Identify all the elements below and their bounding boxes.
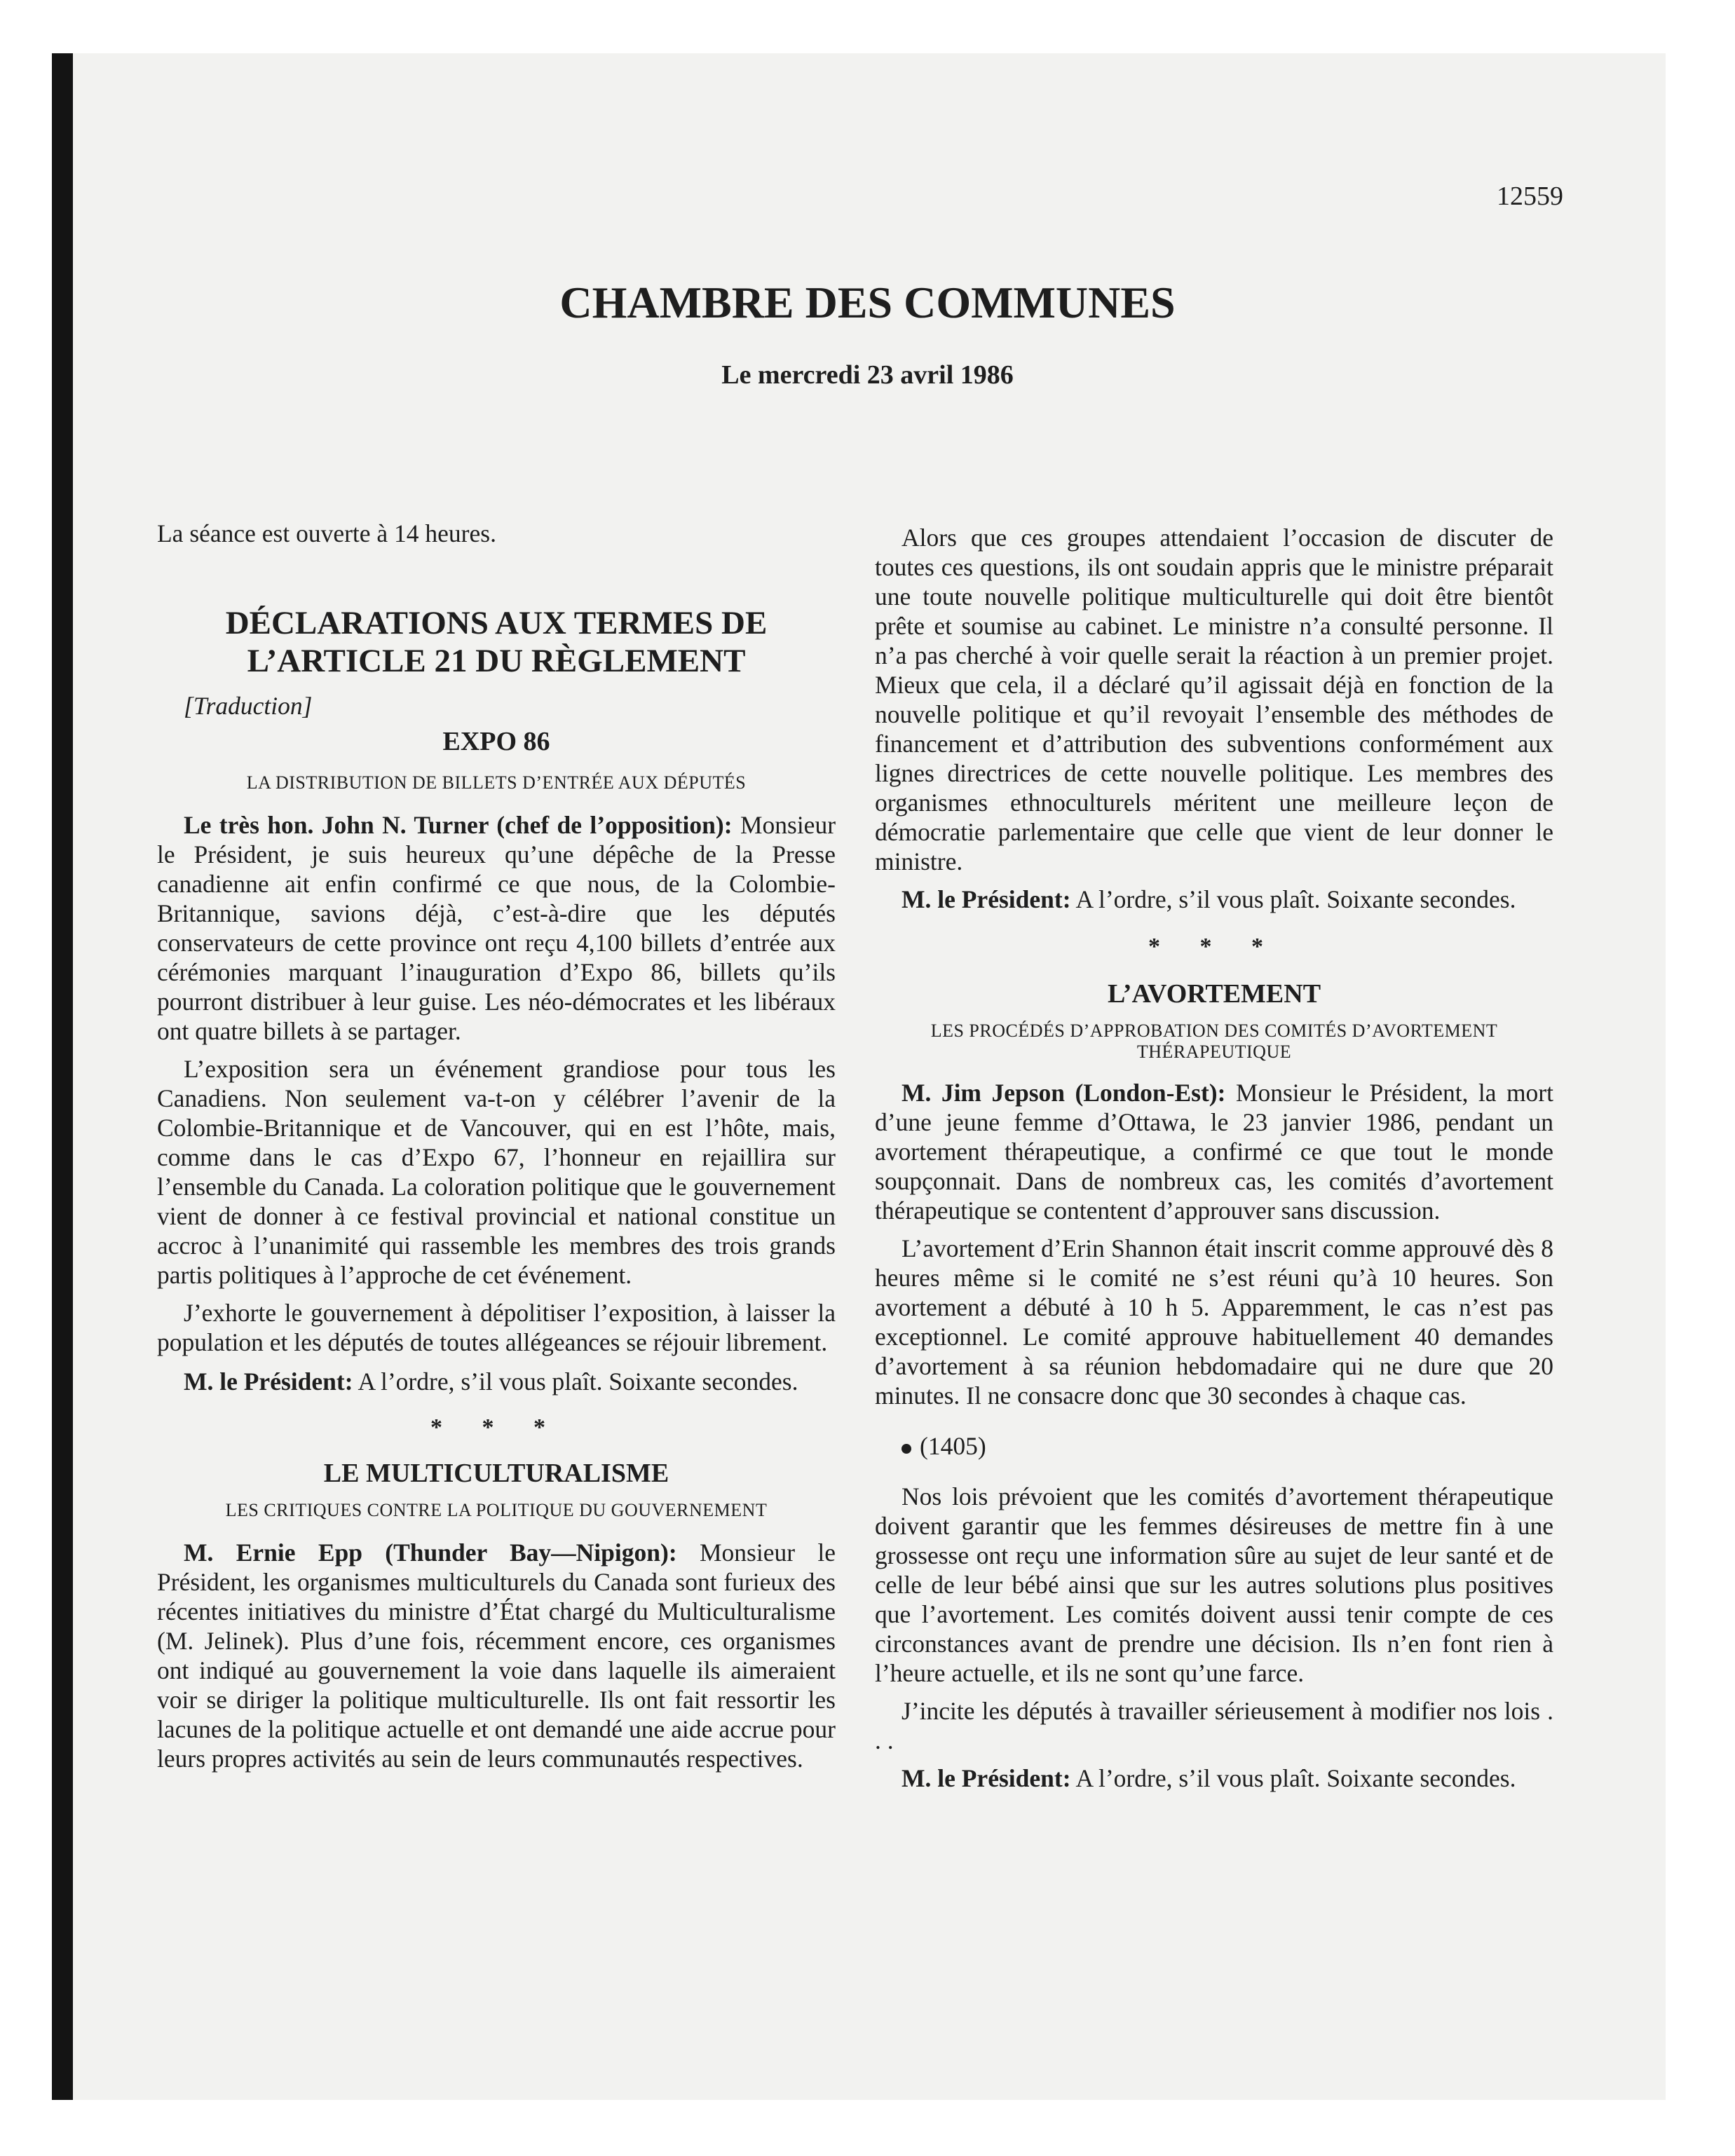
- page-number: 12559: [1497, 182, 1563, 211]
- expo-heading: EXPO 86: [442, 727, 550, 756]
- paragraph: L’avortement d’Erin Shannon était inscrit comme approuvé dès 8 heures même si le comité ne s’est réuni qu’à 10 heures. Son avortement a débuté à 10 h 5. Apparemment, le cas n’est pas exceptionnel. Le comité approuve habituellement 40 demandes d’avortement à sa réunion hebdomadaire qui ne dure que 20 minutes. Il ne consacre donc que 30 secondes à chaque cas.: [875, 1234, 1553, 1410]
- paragraph: J’incite les députés à travailler sérieusement à modifier nos lois . . .: [875, 1697, 1553, 1754]
- president-remark: M. le Président: A l’ordre, s’il vous plaît. Soixante secondes.: [901, 1764, 1516, 1792]
- multi-heading: LE MULTICULTURALISME: [323, 1459, 669, 1488]
- speaker-name: M. Jim Jepson (London-Est):: [901, 1079, 1226, 1107]
- timestamp: (1405): [875, 1431, 1553, 1461]
- turner-statement: Le très hon. John N. Turner (chef de l’opposition): Monsieur le Président, je suis heureux qu’une dépêche de la Presse canadienne ait enfin confirmé ce que nous, de la Colombie-Britannique, savions déjà, c’est-à-dire que les députés conservateurs de cette province ont reçu 4,100 billets d’entrée aux cérémonies marquant l’inauguration d’Expo 86, billets qu’ils pourront distribuer à leur guise. Les néo-démocrates et les libéraux ont quatre billets à se partager.: [157, 811, 836, 1045]
- epp-statement: M. Ernie Epp (Thunder Bay—Nipigon): Monsieur le Président, les organismes multiculturels du Canada sont furieux des récentes initiatives du ministre d’État chargé du Multiculturalisme (M. Jelinek). Plus d’une fois, récemment encore, ces organismes ont indiqué au gouvernement la voie dans laquelle ils aimeraient voir se diriger la politique multiculturelle. Ils ont fait ressortir les lacunes de la politique actuelle et ont demandé une aide accrue pour leurs propres activités au sein de leurs communautés respectives.: [157, 1538, 836, 1773]
- section-heading: DÉCLARATIONS AUX TERMES DE L’ARTICLE 21 DU RÈGLEMENT: [225, 605, 768, 679]
- bullet-dot-icon: [901, 1444, 911, 1454]
- president-remark: M. le Président: A l’ordre, s’il vous plaît. Soixante secondes.: [184, 1367, 798, 1396]
- speaker-name: M. Ernie Epp (Thunder Bay—Nipigon):: [184, 1538, 677, 1567]
- paragraph: Alors que ces groupes attendaient l’occasion de discuter de toutes ces questions, ils ont soudain appris que le ministre préparait une toute nouvelle politique multiculturelle qui doit être bientôt prête et soumise au cabinet. Le ministre n’a consulté personne. Il n’a pas cherché à voir quelle serait la réaction à un premier projet. Mieux que cela, il a déclaré qu’il agissait déjà en fonction de la nouvelle politique et qu’il revoyait l’ensemble des méthodes de financement et d’attribution des subventions conformément aux lignes directrices de cette nouvelle politique. Les membres des organismes ethnoculturels méritent une meilleure leçon de démocratie parlementaire que celle que vient de leur donner le ministre.: [875, 524, 1553, 875]
- right-column: [875, 523, 1553, 1793]
- speaker-name: Le très hon. John N. Turner (chef de l’opposition):: [184, 811, 733, 839]
- paragraph: L’exposition sera un événement grandiose pour tous les Canadiens. Non seulement va-t-on y célébrer l’avenir de la Colombie-Britannique et de Vancouver, qui en est l’hôte, mais, comme dans le cas d’Expo 67, l’honneur en rejaillira sur l’ensemble du Canada. La coloration politique que le gouvernement vient de donner à ce festival provincial et national constitue un accroc à l’unanimité qui rassemble les membres des trois grands partis politiques à l’approche de cet événement.: [157, 1055, 836, 1289]
- president-remark: M. le Président: A l’ordre, s’il vous plaît. Soixante secondes.: [901, 885, 1516, 913]
- sitting-date: Le mercredi 23 avril 1986: [721, 360, 1014, 390]
- section-separator: * * *: [430, 1414, 562, 1440]
- left-column: [157, 519, 836, 1773]
- jepson-statement: M. Jim Jepson (London-Est): Monsieur le Président, la mort d’une jeune femme d’Ottawa, le 23 janvier 1986, pendant un avortement thérapeutique, a confirmé ce que tout le monde soupçonnait. Dans de nombreux cas, les comités d’avortement thérapeutique se contentent d’approuver sans discussion.: [875, 1079, 1553, 1224]
- multi-subheading: LES CRITIQUES CONTRE LA POLITIQUE DU GOUVERNEMENT: [225, 1500, 768, 1520]
- abortion-heading: L’AVORTEMENT: [1107, 979, 1321, 1009]
- translation-note: [Traduction]: [184, 692, 313, 720]
- section-separator: * * *: [1148, 934, 1280, 960]
- page-title: CHAMBRE DES COMMUNES: [559, 278, 1176, 327]
- abortion-subheading: LES PROCÉDÉS D’APPROBATION DES COMITÉS D’AVORTEMENT THÉRAPEUTIQUE: [930, 1021, 1498, 1062]
- opening-line: La séance est ouverte à 14 heures.: [157, 519, 496, 547]
- paragraph: Nos lois prévoient que les comités d’avortement thérapeutique doivent garantir que les femmes désireuses de mettre fin à une grossesse ont reçu une information sûre au sujet de leur santé et de celle de leur bébé ainsi que sur les autres solutions plus positives que l’avortement. Les comités doivent aussi tenir compte de ces circonstances avant de prendre une décision. Ils n’en font rien à l’heure actuelle, et ils ne sont qu’une farce.: [875, 1482, 1553, 1687]
- paragraph: J’exhorte le gouvernement à dépolitiser l’exposition, à laisser la population et les députés de toutes allégeances se réjouir librement.: [157, 1299, 836, 1356]
- expo-subheading: LA DISTRIBUTION DE BILLETS D’ENTRÉE AUX DÉPUTÉS: [246, 772, 747, 793]
